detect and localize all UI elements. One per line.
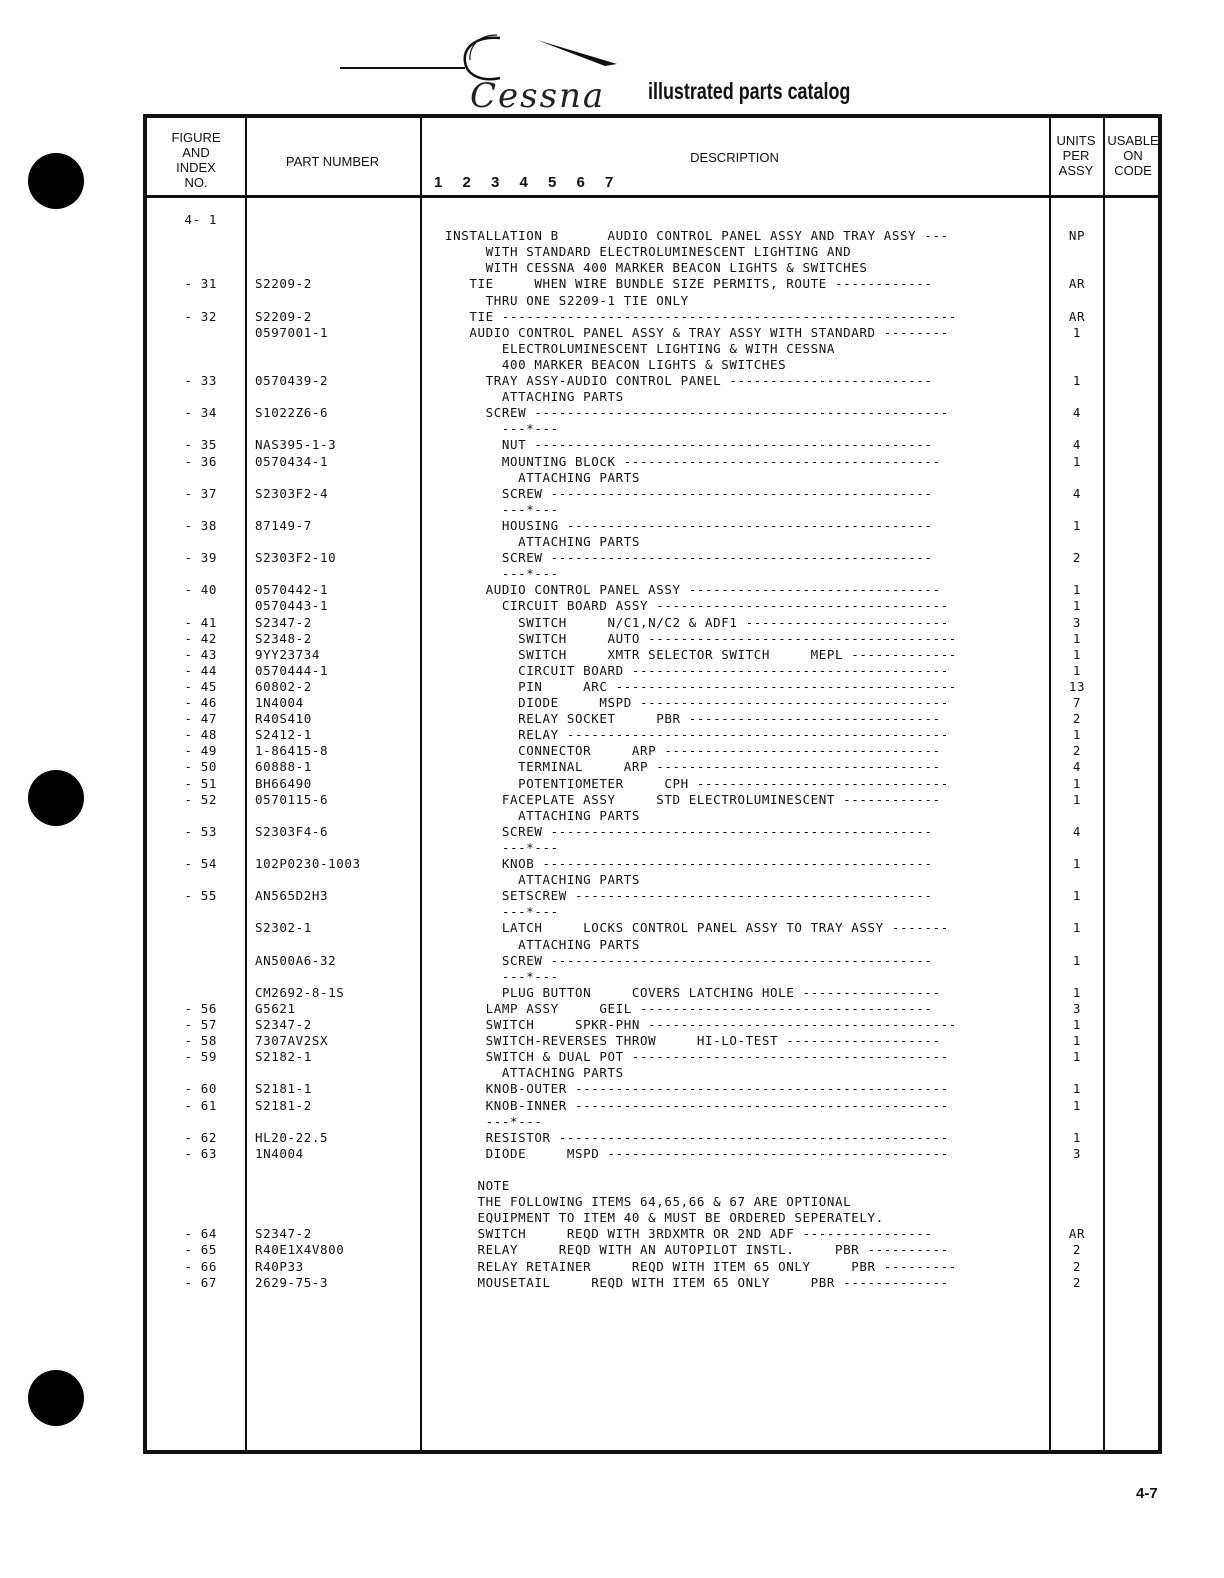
units-per-assy: 1 (1072, 775, 1082, 791)
units-per-assy: 2 (1072, 1242, 1082, 1258)
index-number: - 67 (184, 1274, 217, 1290)
index-number: 4- 1 (184, 212, 217, 227)
part-description: CIRCUIT BOARD ASSY ------------------------------------ (445, 598, 949, 614)
part-description: SWITCH-REVERSES THROW HI-LO-TEST ------------------- (445, 1033, 941, 1049)
units-per-assy: 1 (1072, 1129, 1082, 1145)
part-number: S2347-2 (255, 1226, 312, 1242)
part-number: CM2692-8-1S (255, 984, 345, 1000)
units-per-assy: 4 (1072, 823, 1082, 839)
part-number: S2182-1 (255, 1049, 312, 1065)
index-number: - 41 (184, 614, 217, 630)
index-number: - 35 (184, 437, 217, 453)
index-number: - 59 (184, 1049, 217, 1065)
units-per-assy: 2 (1072, 711, 1082, 727)
index-number: - 34 (184, 405, 217, 421)
figure-column-header: FIGURE AND INDEX NO. (171, 130, 221, 190)
part-description: ---*--- (445, 566, 559, 582)
units-per-assy: AR (1068, 1226, 1086, 1242)
part-description: HOUSING --------------------------------------------- (445, 517, 933, 533)
units-per-assy: 1 (1072, 1033, 1082, 1049)
part-description: RELAY REQD WITH AN AUTOPILOT INSTL. PBR ---------- (445, 1242, 949, 1258)
part-description: 400 MARKER BEACON LIGHTS & SWITCHES (445, 356, 787, 372)
index-number: - 43 (184, 646, 217, 662)
part-description: SETSCREW -------------------------------------------- (445, 888, 933, 904)
part-description: RELAY RETAINER REQD WITH ITEM 65 ONLY PBR --------- (445, 1258, 957, 1274)
part-description: SCREW ----------------------------------------------- (445, 823, 933, 839)
part-number: 0570442-1 (255, 582, 329, 598)
part-number: R40P33 (255, 1258, 304, 1274)
units-per-assy: 1 (1072, 984, 1082, 1000)
units-per-assy: 4 (1072, 759, 1082, 775)
part-description: SCREW ----------------------------------------------- (445, 550, 933, 566)
index-number: - 40 (184, 582, 217, 598)
index-number: - 46 (184, 695, 217, 710)
index-number: - 37 (184, 485, 217, 501)
units-per-assy: 1 (1072, 888, 1082, 904)
part-description: TIE WHEN WIRE BUNDLE SIZE PERMITS, ROUTE ------------ (445, 276, 933, 292)
part-number: 60888-1 (255, 759, 312, 775)
part-number: S2181-2 (255, 1097, 312, 1113)
index-number: - 60 (184, 1081, 217, 1097)
part-number-column-header: PART NUMBER (285, 154, 380, 169)
part-number: 0570434-1 (255, 453, 329, 469)
column-divider (1103, 118, 1105, 1450)
parts-table (143, 114, 1162, 1454)
part-description: KNOB-OUTER ---------------------------------------------- (445, 1081, 949, 1097)
part-number: BH66490 (255, 775, 312, 791)
units-per-assy: 2 (1072, 743, 1082, 759)
part-description: RESISTOR ------------------------------------------------ (445, 1129, 949, 1145)
units-per-assy: NP (1068, 228, 1086, 244)
part-number: HL20-22.5 (255, 1129, 329, 1145)
index-number: - 33 (184, 373, 217, 388)
part-number: S2347-2 (255, 614, 312, 630)
units-per-assy: 7 (1072, 695, 1082, 710)
part-description: NUT ------------------------------------------------- (445, 437, 933, 453)
part-description: ATTACHING PARTS (445, 936, 641, 952)
part-description: ---*--- (445, 421, 559, 437)
part-number: S2303F4-6 (255, 823, 329, 839)
index-number: - 54 (184, 856, 217, 871)
units-per-assy: 1 (1072, 630, 1082, 646)
index-number: - 45 (184, 678, 217, 694)
part-number: 9YY23734 (255, 646, 321, 662)
indent-level-scale: 1 2 3 4 5 6 7 (434, 174, 622, 191)
units-per-assy: 1 (1072, 517, 1082, 533)
column-divider (420, 118, 422, 1450)
part-description: AUDIO CONTROL PANEL ASSY & TRAY ASSY WITH STANDARD -------- (445, 324, 949, 340)
units-per-assy: 1 (1072, 646, 1082, 662)
part-description: SWITCH N/C1,N/C2 & ADF1 ------------------------- (445, 614, 949, 630)
units-per-assy: 3 (1072, 1000, 1082, 1016)
part-number: S2303F2-4 (255, 485, 329, 501)
part-description: ATTACHING PARTS (445, 469, 641, 485)
units-per-assy: 1 (1072, 856, 1082, 871)
part-description: DIODE MSPD -------------------------------------- (445, 695, 949, 710)
part-description: LAMP ASSY GEIL ------------------------------------ (445, 1000, 933, 1016)
part-number: 0570443-1 (255, 598, 329, 614)
part-description: FACEPLATE ASSY STD ELECTROLUMINESCENT ------------ (445, 791, 941, 807)
part-number: S2209-2 (255, 308, 312, 324)
part-description: CIRCUIT BOARD --------------------------------------- (445, 662, 949, 678)
part-description: SWITCH AUTO -------------------------------------- (445, 630, 957, 646)
units-per-assy: 1 (1072, 791, 1082, 807)
column-divider (1049, 118, 1051, 1450)
page-number: 4-7 (1136, 1485, 1158, 1502)
part-number: S2303F2-10 (255, 550, 337, 566)
units-per-assy: 1 (1072, 1049, 1082, 1065)
units-per-assy: 1 (1072, 920, 1082, 936)
usable-on-column-header: USABLE ON CODE (1107, 133, 1159, 178)
index-number: - 56 (184, 1000, 217, 1016)
part-number: 102P0230-1003 (255, 856, 361, 871)
part-number: S2412-1 (255, 727, 312, 743)
units-per-assy: 2 (1072, 1258, 1082, 1274)
part-description: WITH STANDARD ELECTROLUMINESCENT LIGHTING AND (445, 244, 852, 260)
part-description: MOUSETAIL REQD WITH ITEM 65 ONLY PBR ------------- (445, 1274, 949, 1290)
index-number: - 48 (184, 727, 217, 743)
part-description: ATTACHING PARTS (445, 807, 641, 823)
part-number: S1022Z6-6 (255, 405, 329, 421)
units-per-assy: 2 (1072, 1274, 1082, 1290)
index-number: - 57 (184, 1017, 217, 1032)
units-per-assy: 3 (1072, 614, 1082, 630)
part-description: NOTE (445, 1178, 511, 1193)
part-number: 1N4004 (255, 695, 304, 710)
units-per-assy: 1 (1072, 453, 1082, 469)
part-description: SCREW ----------------------------------------------- (445, 485, 933, 501)
part-description: DIODE MSPD ------------------------------------------ (445, 1145, 949, 1161)
part-number: S2181-1 (255, 1081, 312, 1097)
part-number: R40S410 (255, 711, 312, 727)
part-description: WITH CESSNA 400 MARKER BEACON LIGHTS & SWITCHES (445, 260, 868, 276)
units-per-assy: 4 (1072, 437, 1082, 453)
index-number: - 38 (184, 517, 217, 533)
part-description: INSTALLATION B AUDIO CONTROL PANEL ASSY AND TRAY ASSY --- (445, 228, 949, 244)
binder-hole-bottom (28, 1370, 84, 1426)
index-number: - 52 (184, 791, 217, 807)
part-number: 0570439-2 (255, 373, 329, 388)
units-per-assy: 1 (1072, 1097, 1082, 1113)
units-per-assy: 3 (1072, 1145, 1082, 1161)
index-number: - 36 (184, 453, 217, 469)
part-description: ATTACHING PARTS (445, 534, 641, 549)
part-description: ---*--- (445, 968, 559, 984)
part-number: AN565D2H3 (255, 888, 329, 904)
part-number: S2347-2 (255, 1017, 312, 1032)
part-description: TERMINAL ARP ----------------------------------- (445, 759, 941, 775)
part-number: 60802-2 (255, 678, 312, 694)
index-number: - 64 (184, 1226, 217, 1242)
description-column-header: DESCRIPTION (690, 150, 779, 165)
units-per-assy: 13 (1068, 678, 1086, 694)
part-number: S2348-2 (255, 630, 312, 646)
part-number: S2302-1 (255, 920, 312, 936)
part-number: R40E1X4V800 (255, 1242, 345, 1258)
part-description: THRU ONE S2209-1 TIE ONLY (445, 292, 689, 308)
part-description: THE FOLLOWING ITEMS 64,65,66 & 67 ARE OPTIONAL (445, 1194, 852, 1210)
units-column-header: UNITS PER ASSY (1056, 133, 1096, 178)
part-description: SCREW ----------------------------------------------- (445, 952, 933, 968)
units-per-assy: 1 (1072, 662, 1082, 678)
part-number: NAS395-1-3 (255, 437, 337, 453)
index-number: - 50 (184, 759, 217, 775)
part-description: TIE -------------------------------------------------------- (445, 308, 957, 324)
index-number: - 49 (184, 743, 217, 759)
units-per-assy: 1 (1072, 727, 1082, 743)
units-per-assy: 1 (1072, 324, 1082, 340)
part-description: ---*--- (445, 839, 559, 855)
part-number: 0597001-1 (255, 324, 329, 340)
part-description: AUDIO CONTROL PANEL ASSY ------------------------------- (445, 582, 941, 598)
part-number: 7307AV2SX (255, 1033, 329, 1049)
part-description: RELAY ----------------------------------------------- (445, 727, 949, 743)
index-number: - 62 (184, 1129, 217, 1145)
index-number: - 31 (184, 276, 217, 292)
index-number: - 53 (184, 823, 217, 839)
part-description: ---*--- (445, 501, 559, 517)
index-number: - 51 (184, 775, 217, 791)
units-per-assy: 4 (1072, 485, 1082, 501)
part-number: 1N4004 (255, 1145, 304, 1161)
part-description: SWITCH SPKR-PHN -------------------------------------- (445, 1017, 957, 1032)
part-description: EQUIPMENT TO ITEM 40 & MUST BE ORDERED SEPERATELY. (445, 1210, 884, 1226)
part-description: PLUG BUTTON COVERS LATCHING HOLE ----------------- (445, 984, 941, 1000)
part-description: KNOB-INNER ---------------------------------------------- (445, 1097, 949, 1113)
part-description: KNOB ------------------------------------------------ (445, 856, 933, 871)
column-divider (245, 118, 247, 1450)
part-description: ---*--- (445, 1113, 543, 1129)
brand-name: Cessna (470, 76, 606, 116)
index-number: - 66 (184, 1258, 217, 1274)
part-description: SCREW --------------------------------------------------- (445, 405, 949, 421)
index-number: - 65 (184, 1242, 217, 1258)
part-description: ATTACHING PARTS (445, 872, 641, 888)
part-number: 2629-75-3 (255, 1274, 329, 1290)
index-number: - 39 (184, 550, 217, 566)
part-number: 87149-7 (255, 517, 312, 533)
units-per-assy: 1 (1072, 373, 1082, 388)
index-number: - 42 (184, 630, 217, 646)
part-number: S2209-2 (255, 276, 312, 292)
binder-hole-middle (28, 770, 84, 826)
part-description: MOUNTING BLOCK --------------------------------------- (445, 453, 941, 469)
units-per-assy: 4 (1072, 405, 1082, 421)
units-per-assy: AR (1068, 308, 1086, 324)
part-number: G5621 (255, 1000, 296, 1016)
units-per-assy: 1 (1072, 1017, 1082, 1032)
part-description: SWITCH & DUAL POT --------------------------------------- (445, 1049, 949, 1065)
units-per-assy: 1 (1072, 582, 1082, 598)
binder-hole-top (28, 153, 84, 209)
part-description: ATTACHING PARTS (445, 1065, 624, 1081)
units-per-assy: 2 (1072, 550, 1082, 566)
part-description: PIN ARC ------------------------------------------ (445, 678, 957, 694)
part-number: 0570444-1 (255, 662, 329, 678)
index-number: - 47 (184, 711, 217, 727)
part-description: ---*--- (445, 904, 559, 920)
part-number: 0570115-6 (255, 791, 329, 807)
index-number: - 32 (184, 308, 217, 324)
catalog-subtitle: illustrated parts catalog (648, 78, 851, 104)
part-description: SWITCH XMTR SELECTOR SWITCH MEPL ------------- (445, 646, 957, 662)
part-description: RELAY SOCKET PBR ------------------------------- (445, 711, 941, 727)
units-per-assy: 1 (1072, 952, 1082, 968)
index-number: - 55 (184, 888, 217, 904)
index-number: - 58 (184, 1033, 217, 1049)
part-description: CONNECTOR ARP ---------------------------------- (445, 743, 941, 759)
units-per-assy: 1 (1072, 598, 1082, 614)
index-number: - 63 (184, 1145, 217, 1161)
part-description: ELECTROLUMINESCENT LIGHTING & WITH CESSNA (445, 340, 836, 356)
part-number: AN500A6-32 (255, 952, 337, 968)
logo-rule (340, 67, 465, 69)
units-per-assy: AR (1068, 276, 1086, 292)
index-number: - 44 (184, 662, 217, 678)
part-number: 1-86415-8 (255, 743, 329, 759)
part-description: TRAY ASSY-AUDIO CONTROL PANEL ------------------------- (445, 373, 933, 388)
units-per-assy: 1 (1072, 1081, 1082, 1097)
header-divider (147, 195, 1158, 198)
part-description: SWITCH REQD WITH 3RDXMTR OR 2ND ADF ---------------- (445, 1226, 933, 1242)
part-description: POTENTIOMETER CPH ------------------------------- (445, 775, 949, 791)
part-description: LATCH LOCKS CONTROL PANEL ASSY TO TRAY ASSY ------- (445, 920, 949, 936)
part-description: ATTACHING PARTS (445, 389, 624, 405)
index-number: - 61 (184, 1097, 217, 1113)
